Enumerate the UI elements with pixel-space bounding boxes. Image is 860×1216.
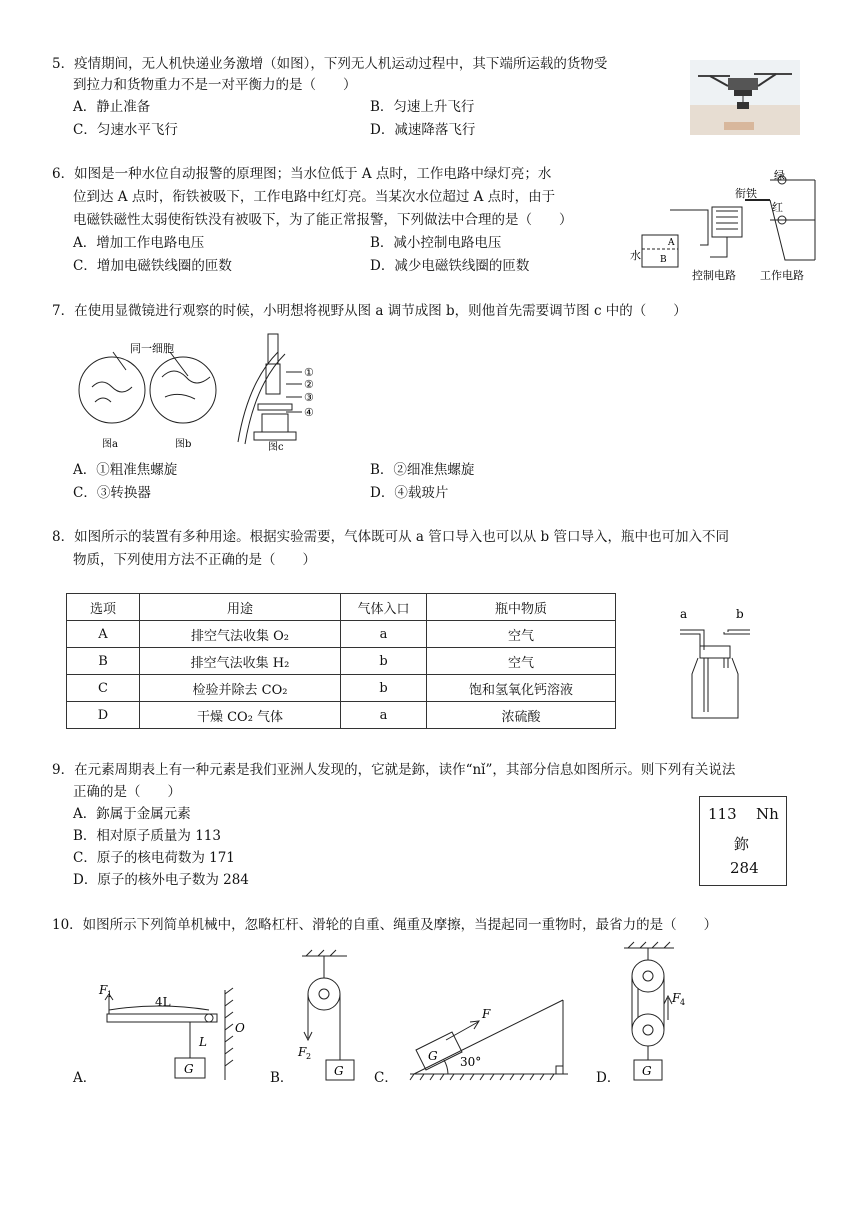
element-symbol: Nh xyxy=(756,805,779,823)
q5-option-d[interactable]: D．减速降落飞行 xyxy=(370,122,476,138)
cell: 排空气法收集 H₂ xyxy=(140,648,341,675)
drone-photo xyxy=(690,60,800,135)
cell: a xyxy=(341,702,427,729)
q9-option-c[interactable]: C．原子的核电荷数为 171 xyxy=(73,850,235,866)
q9-option-b[interactable]: B．相对原子质量为 113 xyxy=(73,828,221,844)
marker-2: ② xyxy=(304,378,314,391)
work-circuit-label: 工作电路 xyxy=(760,269,804,282)
cell: a xyxy=(341,621,427,648)
cell: 干燥 CO₂ 气体 xyxy=(140,702,341,729)
q5-option-b[interactable]: B．匀速上升飞行 xyxy=(370,99,475,115)
cell: 检验并除去 CO₂ xyxy=(140,675,341,702)
header-use: 用途 xyxy=(140,594,341,621)
cell: 饱和氢氧化钙溶液 xyxy=(427,675,616,702)
same-cell-label: 同一细胞 xyxy=(130,342,174,355)
table-row[interactable] xyxy=(67,675,616,702)
cell: A xyxy=(67,621,140,648)
pulley-block-figure xyxy=(618,940,698,1082)
marker-3: ③ xyxy=(304,391,314,404)
q10-option-b[interactable]: B． xyxy=(270,1070,294,1086)
q6-stem-line1: 6．如图是一种水位自动报警的原理图；当水位低于 A 点时，工作电路中绿灯亮；水 xyxy=(52,166,552,182)
cell: b xyxy=(341,648,427,675)
force-f2-subscript: 2 xyxy=(306,1052,312,1061)
red-light-label: 红 xyxy=(772,201,783,214)
q6-option-d[interactable]: D．减少电磁铁线圈的匝数 xyxy=(370,258,530,274)
force-f4-label: F xyxy=(672,991,681,1005)
q7-option-d[interactable]: D．④载玻片 xyxy=(370,485,449,501)
cell: 空气 xyxy=(427,648,616,675)
q5-option-a[interactable]: A．静止准备 xyxy=(73,99,151,115)
force-f1-subscript: 1 xyxy=(107,990,113,999)
q6-option-c[interactable]: C．增加电磁铁线圈的匝数 xyxy=(73,258,232,274)
q9-option-d[interactable]: D．原子的核外电子数为 284 xyxy=(73,872,249,888)
q10-option-d[interactable]: D． xyxy=(596,1070,621,1086)
cell: 排空气法收集 O₂ xyxy=(140,621,341,648)
q8-options-table xyxy=(66,593,616,729)
angle-label: 30° xyxy=(460,1055,482,1069)
q10-stem-line1: 10．如图所示下列简单机械中，忽略杠杆、滑轮的自重、绳重及摩擦，当提起同一重物时，最省力的是（ ） xyxy=(52,917,718,933)
figure-c-label: 图c xyxy=(268,442,284,453)
weight-g-label-c: G xyxy=(428,1049,438,1063)
lever-figure xyxy=(95,980,255,1082)
cell: B xyxy=(67,648,140,675)
force-f-label: F xyxy=(482,1007,491,1021)
armature-label: 衔铁 xyxy=(735,187,757,200)
q7-option-a[interactable]: A．①粗准焦螺旋 xyxy=(73,462,178,478)
header-gas-inlet: 气体入口 xyxy=(341,594,427,621)
length-4l-label: 4L xyxy=(155,995,171,1009)
q8-stem-line1: 8．如图所示的装置有多种用途。根据实验需要，气体既可从 a 管口导入也可以从 b 管口导入，瓶中也可加入不同 xyxy=(52,529,729,545)
atomic-number: 113 xyxy=(708,805,737,823)
pivot-o-label: O xyxy=(235,1021,245,1035)
force-f4-subscript: 4 xyxy=(680,998,686,1007)
green-light-label: 绿 xyxy=(774,169,785,182)
cell: 空气 xyxy=(427,621,616,648)
figure-a-label: 图a xyxy=(102,439,118,450)
weight-g-label-b: G xyxy=(334,1064,344,1078)
header-option: 选项 xyxy=(67,594,140,621)
q6-stem-line2: 位到达 A 点时，衔铁被吸下，工作电路中红灯亮。当某次水位超过 A 点时，由于 xyxy=(73,189,556,205)
weight-g-label-a: G xyxy=(184,1062,194,1076)
q9-stem-line2: 正确的是（ ） xyxy=(73,784,181,800)
point-a-label: A xyxy=(668,238,675,248)
force-f1-label: F xyxy=(99,983,108,997)
incline-figure xyxy=(408,992,570,1082)
q6-option-a[interactable]: A．增加工作电路电压 xyxy=(73,235,205,251)
q7-option-b[interactable]: B．②细准焦螺旋 xyxy=(370,462,475,478)
table-row[interactable] xyxy=(67,702,616,729)
q5-stem-line2: 到拉力和货物重力不是一对平衡力的是（ ） xyxy=(73,77,357,93)
table-row[interactable] xyxy=(67,621,616,648)
marker-4: ④ xyxy=(304,406,314,419)
figure-b-label: 图b xyxy=(175,439,192,450)
weight-g-label-d: G xyxy=(642,1064,652,1078)
force-f2-label: F xyxy=(298,1045,307,1059)
q10-option-a[interactable]: A． xyxy=(73,1070,97,1086)
q5-option-c[interactable]: C．匀速水平飞行 xyxy=(73,122,178,138)
q8-stem-line2: 物质，下列使用方法不正确的是（ ） xyxy=(73,552,316,568)
atomic-mass: 284 xyxy=(730,859,759,877)
q7-option-c[interactable]: C．③转换器 xyxy=(73,485,151,501)
q9-stem-line1: 9．在元素周期表上有一种元素是我们亚洲人发现的，它就是鉨，读作“nǐ”，其部分信息如图所示。则下列有关说法 xyxy=(52,762,736,778)
table-row[interactable] xyxy=(67,648,616,675)
q10-option-c[interactable]: C． xyxy=(374,1070,398,1086)
inlet-a-label: a xyxy=(680,607,688,621)
water-level-alarm-diagram xyxy=(630,165,815,285)
gas-bottle-diagram xyxy=(670,604,770,724)
q7-stem-line1: 7．在使用显微镜进行观察的时候，小明想将视野从图 a 调节成图 b，则他首先需要调节图 c 中的（ ） xyxy=(52,303,687,319)
q9-option-a[interactable]: A．鉨属于金属元素 xyxy=(73,806,191,822)
fixed-pulley-figure xyxy=(292,948,362,1082)
marker-1: ① xyxy=(304,366,314,379)
microscope-figure xyxy=(70,332,340,454)
cell: C xyxy=(67,675,140,702)
q5-stem-line1: 5．疫情期间，无人机快递业务激增（如图），下列无人机运动过程中，其下端所运载的货物受 xyxy=(52,56,608,72)
inlet-b-label: b xyxy=(736,607,744,621)
q6-stem-line3: 电磁铁磁性太弱使衔铁没有被吸下，为了能正常报警，下列做法中合理的是（ ） xyxy=(73,212,573,228)
header-substance: 瓶中物质 xyxy=(427,594,616,621)
control-circuit-label: 控制电路 xyxy=(692,269,736,282)
q6-option-b[interactable]: B．减小控制电路电压 xyxy=(370,235,502,251)
point-b-label: B xyxy=(660,255,667,265)
water-label: 水 xyxy=(630,249,641,262)
cell: b xyxy=(341,675,427,702)
length-l-label: L xyxy=(199,1035,207,1049)
element-name: 鉨 xyxy=(734,835,750,853)
cell: 浓硫酸 xyxy=(427,702,616,729)
element-card xyxy=(699,796,787,886)
cell: D xyxy=(67,702,140,729)
table-header-row xyxy=(67,594,616,621)
